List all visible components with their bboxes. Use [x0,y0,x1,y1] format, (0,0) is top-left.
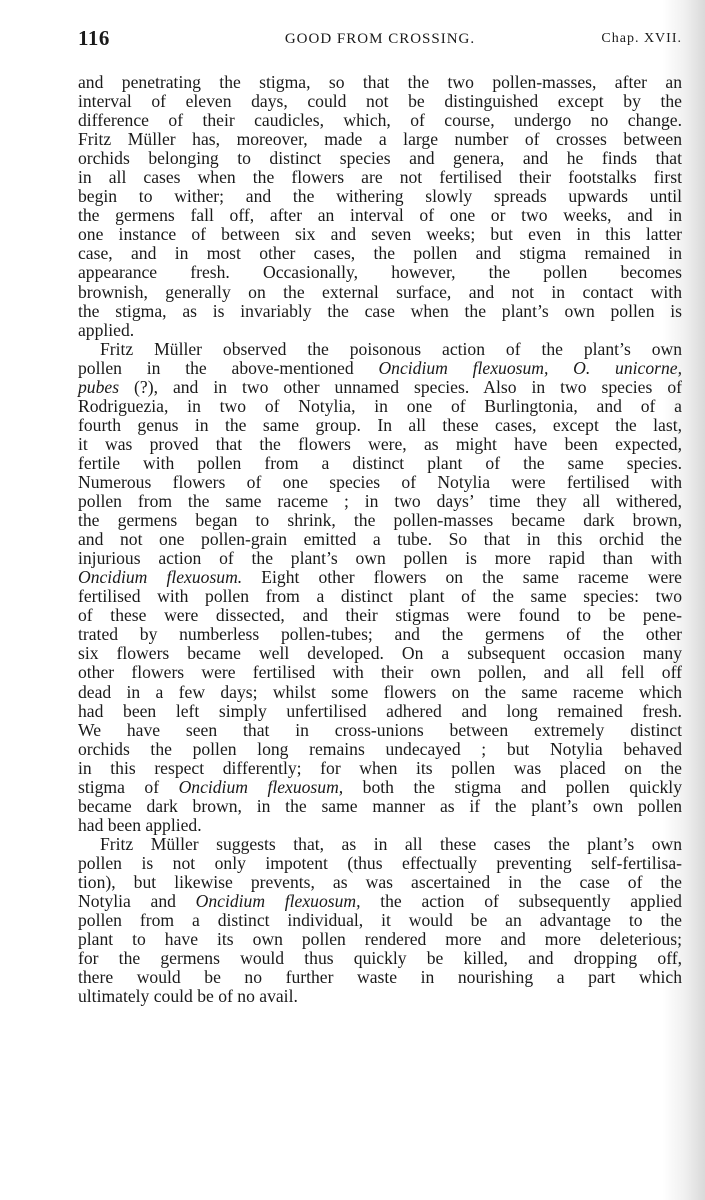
text-line [78,321,682,340]
text-run: Notylia and [78,891,196,912]
text-run: the germens began to shrink, the pollen-masses became dark brown, [78,510,682,531]
text-line [78,149,682,168]
text-run: both the stigma and pollen quickly [343,776,682,797]
running-title: GOOD FROM CROSSING. [284,31,476,47]
text-line [78,702,682,721]
text-run: there would be no further waste in nourishing a part which [78,967,682,988]
text-run: in all cases when the flowers are not fertilised their footstalks first [78,167,682,188]
text-run: Eight other flowers on the same raceme were [242,567,682,588]
italic-text: Oncidium flexuosum, [195,891,361,912]
text-run: stigma of [78,776,179,797]
paragraph [78,835,682,1006]
text-run: and penetrating the stigma, so that the two pollen-masses, after an [78,72,682,92]
text-run: one instance of between six and seven weeks; but even in this latter [78,224,682,245]
text-line [78,130,682,149]
text-line [78,473,682,492]
text-run: begin to wither; and the withering slowly spreads upwards until [78,186,682,207]
text-line [78,111,682,130]
text-line [78,644,682,663]
text-line [78,168,682,187]
text-line [78,511,682,530]
text-line [78,759,682,778]
text-line [78,778,682,797]
text-run: Fritz Müller has, moreover, made a large number of crosses between [78,129,682,150]
text-line [78,206,682,225]
italic-text: Oncidium flexuosum. [78,567,243,588]
text-run: fertile with pollen from a distinct plant of the same species. [78,452,682,473]
page-number: 116 [78,26,110,50]
text-run: We have seen that in cross-unions between extremely distinct [78,719,682,740]
text-line [78,606,682,625]
chapter-label: Chap. XVII. [601,31,682,46]
text-line [78,225,682,244]
text-line [78,568,682,587]
text-line [78,835,682,854]
text-run: injurious action of the plant’s own pollen is more rapid than with [78,548,682,569]
text-line [78,683,682,702]
text-run: pollen is not only impotent (thus effectually preventing self-fertilisa- [78,852,682,873]
text-run: the germens fall off, after an interval of one or two weeks, and in [78,205,682,226]
text-line [78,263,682,282]
text-line [78,892,682,911]
text-run: pollen from a distinct individual, it would be an advantage to the [78,910,682,931]
text-run: case, and in most other cases, the pollen and stigma remained in [78,243,682,264]
text-run: fourth genus in the same group. In all these cases, except the last, [78,414,682,435]
text-run: six flowers became well developed. On a subsequent occasion many [78,643,682,664]
text-line [78,73,682,92]
text-run: pollen in the above-mentioned [78,357,379,378]
italic-text: Oncidium flexuosum, [178,776,344,797]
text-line [78,911,682,930]
text-line [78,949,682,968]
text-line [78,854,682,873]
text-line [78,378,682,397]
text-run: brownish, generally on the external surface, and not in contact with [78,281,682,302]
text-run: trated by numberless pollen-tubes; and the germens of the other [78,624,682,645]
text-line [78,92,682,111]
text-line [78,244,682,263]
text-run: had been left simply unfertilised adhered and long remained fresh. [78,700,682,721]
text-run: orchids belonging to distinct species and genera, and he finds that [78,148,682,169]
text-line [78,416,682,435]
text-run: Rodriguezia, in two of Notylia, in one of Burlingtonia, and of a [78,395,682,416]
page-header [78,26,682,54]
text-line [78,930,682,949]
text-run: ultimately could be of no avail. [78,986,298,1007]
text-line [78,340,682,359]
paragraph [78,73,682,340]
text-run: appearance fresh. Occasionally, however, the pollen becomes [78,262,682,283]
text-run: dead in a few days; whilst some flowers on the same raceme which [78,681,682,702]
text-run: Fritz Müller observed the poisonous action of the plant’s own [100,338,682,359]
text-line [78,721,682,740]
paragraph [78,340,682,835]
text-line [78,587,682,606]
text-line [78,397,682,416]
text-run: pollen from the same raceme ; in two days’ time they all withered, [78,491,682,512]
text-line [78,987,682,1006]
text-run: plant to have its own pollen rendered more and more deleterious; [78,929,682,950]
text-run: applied. [78,319,135,340]
text-run: orchids the pollen long remains undecayed ; but Notylia behaved [78,738,682,759]
text-line [78,625,682,644]
text-line [78,797,682,816]
text-run: fertilised with pollen from a distinct plant of the same species: two [78,586,682,607]
text-run: in this respect differently; for when its pollen was placed on the [78,757,682,778]
italic-text: Oncidium flexuosum, O. unicorne, [378,357,682,378]
text-line [78,873,682,892]
text-run: the stigma, as is invariably the case when the plant’s own pollen is [78,300,682,321]
text-line [78,530,682,549]
text-line [78,187,682,206]
text-run: the action of subsequently applied [360,891,682,912]
text-line [78,663,682,682]
text-line [78,283,682,302]
text-line [78,302,682,321]
text-run: had been applied. [78,814,202,835]
text-run: interval of eleven days, could not be distinguished except by the [78,91,682,112]
text-line [78,359,682,378]
text-run: Numerous flowers of one species of Notylia were fertilised with [78,471,682,492]
text-run: of these were dissected, and their stigmas were found to be pene- [78,605,682,626]
italic-text: pubes [78,376,120,397]
text-line [78,492,682,511]
text-line [78,740,682,759]
text-run: other flowers were fertilised with their own pollen, and all fell off [78,662,682,683]
text-run: Fritz Müller suggests that, as in all these cases the plant’s own [100,833,682,854]
text-run: tion), but likewise prevents, as was ascertained in the case of the [78,871,682,892]
text-run: for the germens would thus quickly be killed, and dropping off, [78,948,682,969]
text-line [78,435,682,454]
text-run: became dark brown, in the same manner as if the plant’s own pollen [78,795,682,816]
text-line [78,549,682,568]
text-line [78,816,682,835]
text-line [78,968,682,987]
text-run: (?), and in two other unnamed species. Also in two species of [119,376,682,397]
text-run: and not one pollen-grain emitted a tube. So that in this orchid the [78,529,682,550]
body-text [78,73,682,1006]
text-run: it was proved that the flowers were, as might have been expected, [78,433,682,454]
text-run: difference of their caudicles, which, of course, undergo no change. [78,110,682,131]
text-line [78,454,682,473]
